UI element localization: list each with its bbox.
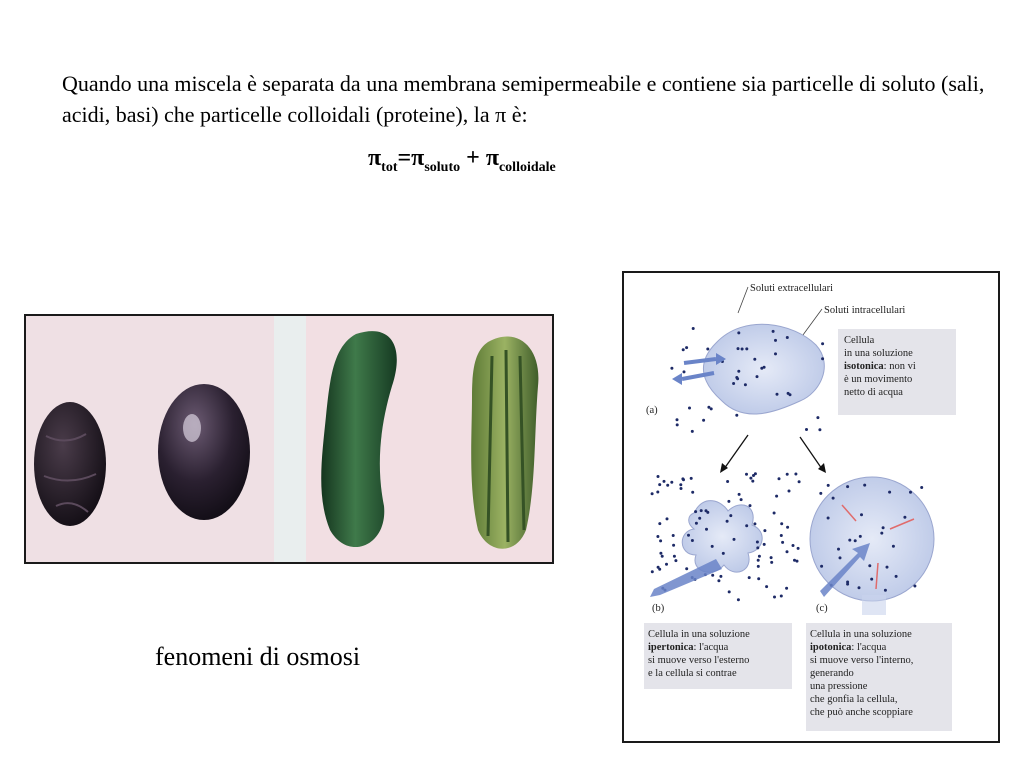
solute-dot: [673, 555, 676, 558]
solute-dot: [765, 585, 768, 588]
solute-dot: [692, 327, 695, 330]
solute-dot: [687, 534, 690, 537]
solute-dot: [827, 484, 830, 487]
intro-text: Quando una miscela è separata da una membrana semipermeabile e contiene sia particelle di soluto (sali, acidi, basi) che particelle colloidali (proteine), la π è:: [62, 71, 985, 127]
solute-dot: [770, 561, 773, 564]
solute-dot: [792, 544, 795, 547]
solute-dot: [685, 346, 688, 349]
branch-arrow-right: [800, 437, 822, 469]
solute-dot: [679, 483, 682, 486]
solute-dot: [666, 484, 669, 487]
solute-dot: [920, 486, 923, 489]
label-extracellular: Soluti extracellulari: [750, 283, 834, 294]
solute-dot: [775, 495, 778, 498]
solute-dot: [702, 419, 705, 422]
solute-dot: [819, 492, 822, 495]
panel-c-line: Cellula in una soluzione: [810, 629, 912, 640]
panel-c-bold-line: [810, 642, 887, 653]
panel-a-tag: (a): [646, 405, 658, 416]
solute-dot: [685, 567, 688, 570]
solute-dot: [756, 375, 759, 378]
solute-dot: [705, 509, 708, 512]
solute-dot: [756, 546, 759, 549]
panel-b-line: si muove verso l'esterno: [648, 655, 750, 666]
solute-dot: [732, 382, 735, 385]
solute-dot: [757, 565, 760, 568]
solute-dot: [859, 535, 862, 538]
solute-dot: [659, 539, 662, 542]
solute-dot: [786, 473, 789, 476]
solute-dot: [672, 534, 675, 537]
solute-dot: [796, 560, 799, 563]
water-arrow-out-head: [672, 373, 682, 385]
solute-dot: [707, 406, 710, 409]
solute-dot: [735, 376, 738, 379]
solute-dot: [711, 545, 714, 548]
solute-dot: [663, 480, 666, 483]
solute-dot: [695, 522, 698, 525]
solute-dot: [786, 526, 789, 529]
solute-dot: [745, 473, 748, 476]
solute-dot: [735, 414, 738, 417]
solute-dot: [776, 393, 779, 396]
solute-dot: [774, 352, 777, 355]
solute-dot: [909, 491, 912, 494]
solute-dot: [757, 559, 760, 562]
solute-dot: [681, 477, 684, 480]
solute-dot: [772, 330, 775, 333]
panel-c-line: si muove verso l'interno,: [810, 655, 914, 666]
solute-dot: [719, 575, 722, 578]
solute-dot: [794, 473, 797, 476]
panel-a-line: è un movimento: [844, 374, 913, 385]
solute-dot: [882, 526, 885, 529]
panel-a-line: in una soluzione: [844, 348, 913, 359]
panel-b-tag: (b): [652, 603, 665, 614]
solute-dot: [737, 598, 740, 601]
panel-a-line: Cellula: [844, 335, 875, 346]
photo-caption: fenomeni di osmosi: [155, 642, 361, 671]
solute-dot: [860, 513, 863, 516]
photo-divider: [274, 316, 306, 562]
panel-c-after-bold: : l'acqua: [851, 642, 887, 653]
solute-dot: [758, 555, 761, 558]
solute-dot: [727, 500, 730, 503]
plus-sign: +: [460, 145, 486, 171]
solute-dot: [691, 430, 694, 433]
pointer-line: [800, 309, 822, 339]
osmosis-photo-illustration: [26, 316, 552, 562]
solute-dot: [787, 392, 790, 395]
solute-dot: [717, 579, 720, 582]
solute-dot: [863, 484, 866, 487]
solute-dot: [774, 339, 777, 342]
solute-dot: [657, 475, 660, 478]
panel-c-line: che può anche scoppiare: [810, 707, 913, 718]
solute-dot: [698, 517, 701, 520]
solute-dot: [763, 366, 766, 369]
solute-dot: [705, 528, 708, 531]
solute-dot: [691, 539, 694, 542]
solute-dot: [661, 555, 664, 558]
solute-dot: [903, 516, 906, 519]
solute-dot: [805, 428, 808, 431]
solute-dot: [763, 543, 766, 546]
solute-dot: [674, 559, 677, 562]
solute-dot: [706, 348, 709, 351]
solute-dot: [854, 539, 857, 542]
equals-sign: =: [397, 145, 412, 171]
solute-dot: [683, 370, 686, 373]
solute-dot: [785, 587, 788, 590]
solute-dot: [846, 485, 849, 488]
solute-dot: [658, 483, 661, 486]
solute-dot: [821, 342, 824, 345]
panel-a-bold-line: [844, 361, 916, 372]
solute-dot: [753, 522, 756, 525]
solute-dot: [827, 517, 830, 520]
solute-dot: [741, 348, 744, 351]
pi-symbol: π: [411, 145, 425, 171]
solute-dot: [858, 586, 861, 589]
panel-c-line: una pressione: [810, 681, 868, 692]
solute-dot: [770, 556, 773, 559]
panel-c-line: generando: [810, 668, 854, 679]
solute-dot: [870, 578, 873, 581]
pi-symbol: π: [368, 145, 382, 171]
plum-highlight: [183, 414, 201, 442]
solute-dot: [788, 490, 791, 493]
solute-dot: [780, 595, 783, 598]
panel-a-after-bold: : non vi: [883, 361, 916, 372]
solute-dot: [884, 589, 887, 592]
solute-dot: [888, 491, 891, 494]
solute-dot: [682, 348, 685, 351]
solute-dot: [786, 336, 789, 339]
water-out-arrow: [650, 559, 722, 597]
solute-dot: [778, 477, 781, 480]
cell-bulge: [862, 595, 886, 615]
branch-arrow-left: [724, 435, 748, 469]
ipotonica-term: ipotonica: [810, 642, 852, 653]
solute-dot: [773, 596, 776, 599]
isotonica-term: isotonica: [844, 361, 884, 372]
panel-b-bold-line: [648, 642, 729, 653]
solute-dot: [820, 565, 823, 568]
solute-dot: [745, 347, 748, 350]
solute-dot: [895, 575, 898, 578]
solute-dot: [651, 492, 654, 495]
solute-dot: [733, 538, 736, 541]
solute-dot: [757, 577, 760, 580]
solute-dot: [781, 541, 784, 544]
solute-dot: [672, 544, 675, 547]
solute-dot: [773, 512, 776, 515]
solute-dot: [892, 545, 895, 548]
isotonic-cell: [703, 324, 824, 414]
solute-dot: [658, 522, 661, 525]
solute-dot: [691, 491, 694, 494]
panel-c-tag: (c): [816, 603, 828, 614]
solute-dot: [751, 480, 754, 483]
solute-dot: [680, 487, 683, 490]
subscript-colloidale: colloidale: [498, 160, 556, 175]
solute-dot: [786, 550, 789, 553]
solute-dot: [656, 535, 659, 538]
cell-osmosis-diagram: [622, 271, 1000, 743]
panel-a-line: netto di acqua: [844, 387, 903, 398]
solute-dot: [744, 383, 747, 386]
pointer-line: [738, 287, 748, 313]
subscript-tot: tot: [381, 160, 398, 175]
solute-dot: [726, 520, 729, 523]
solute-dot: [670, 367, 673, 370]
solute-dot: [868, 564, 871, 567]
solute-dot: [694, 510, 697, 513]
solute-dot: [886, 566, 889, 569]
solute-dot: [846, 583, 849, 586]
solute-dot: [665, 563, 668, 566]
solute-dot: [670, 481, 673, 484]
solute-dot: [780, 522, 783, 525]
solute-dot: [688, 407, 691, 410]
solute-dot: [797, 547, 800, 550]
solute-dot: [657, 566, 660, 569]
solute-dot: [676, 423, 679, 426]
solute-dot: [848, 539, 851, 542]
solute-dot: [651, 570, 654, 573]
solute-dot: [690, 477, 693, 480]
label-intracellular: Soluti intracellulari: [824, 305, 906, 316]
solute-dot: [748, 576, 751, 579]
panel-b-after-bold: : l'acqua: [693, 642, 729, 653]
solute-dot: [780, 534, 783, 537]
panel-c-line: che gonfia la cellula,: [810, 694, 898, 705]
solute-dot: [666, 517, 669, 520]
solute-dot: [756, 541, 759, 544]
solute-dot: [913, 585, 916, 588]
solute-dot: [745, 524, 748, 527]
solute-dot: [749, 504, 752, 507]
swollen-plum: [158, 384, 250, 520]
solute-dot: [740, 498, 743, 501]
solute-dot: [676, 418, 679, 421]
panel-b-line: e la cellula si contrae: [648, 668, 737, 679]
solute-dot: [839, 556, 842, 559]
solute-dot: [656, 491, 659, 494]
solute-dot: [737, 370, 740, 373]
solute-dot: [880, 532, 883, 535]
solute-dot: [737, 347, 740, 350]
panel-b-line: Cellula in una soluzione: [648, 629, 750, 640]
solute-dot: [738, 493, 741, 496]
solute-dot: [752, 474, 755, 477]
ipertonica-term: ipertonica: [648, 642, 694, 653]
solute-dot: [728, 590, 731, 593]
osmosis-photo: [24, 314, 554, 564]
solute-dot: [711, 574, 714, 577]
cell-osmosis-figure: [624, 273, 998, 741]
pi-symbol: π: [485, 145, 499, 171]
solute-dot: [726, 480, 729, 483]
solute-dot: [763, 529, 766, 532]
solute-dot: [832, 497, 835, 500]
solute-dot: [729, 514, 732, 517]
solute-dot: [659, 552, 662, 555]
solute-dot: [749, 477, 752, 480]
solute-dot: [722, 552, 725, 555]
solute-dot: [700, 509, 703, 512]
solute-dot: [818, 428, 821, 431]
solute-dot: [798, 480, 801, 483]
solute-dot: [837, 548, 840, 551]
shriveled-prune: [34, 402, 106, 526]
solute-dot: [753, 358, 756, 361]
solute-dot: [821, 357, 824, 360]
solute-dot: [737, 331, 740, 334]
subscript-soluto: soluto: [424, 160, 461, 175]
solute-dot: [816, 416, 819, 419]
osmotic-pressure-formula: [368, 145, 556, 176]
